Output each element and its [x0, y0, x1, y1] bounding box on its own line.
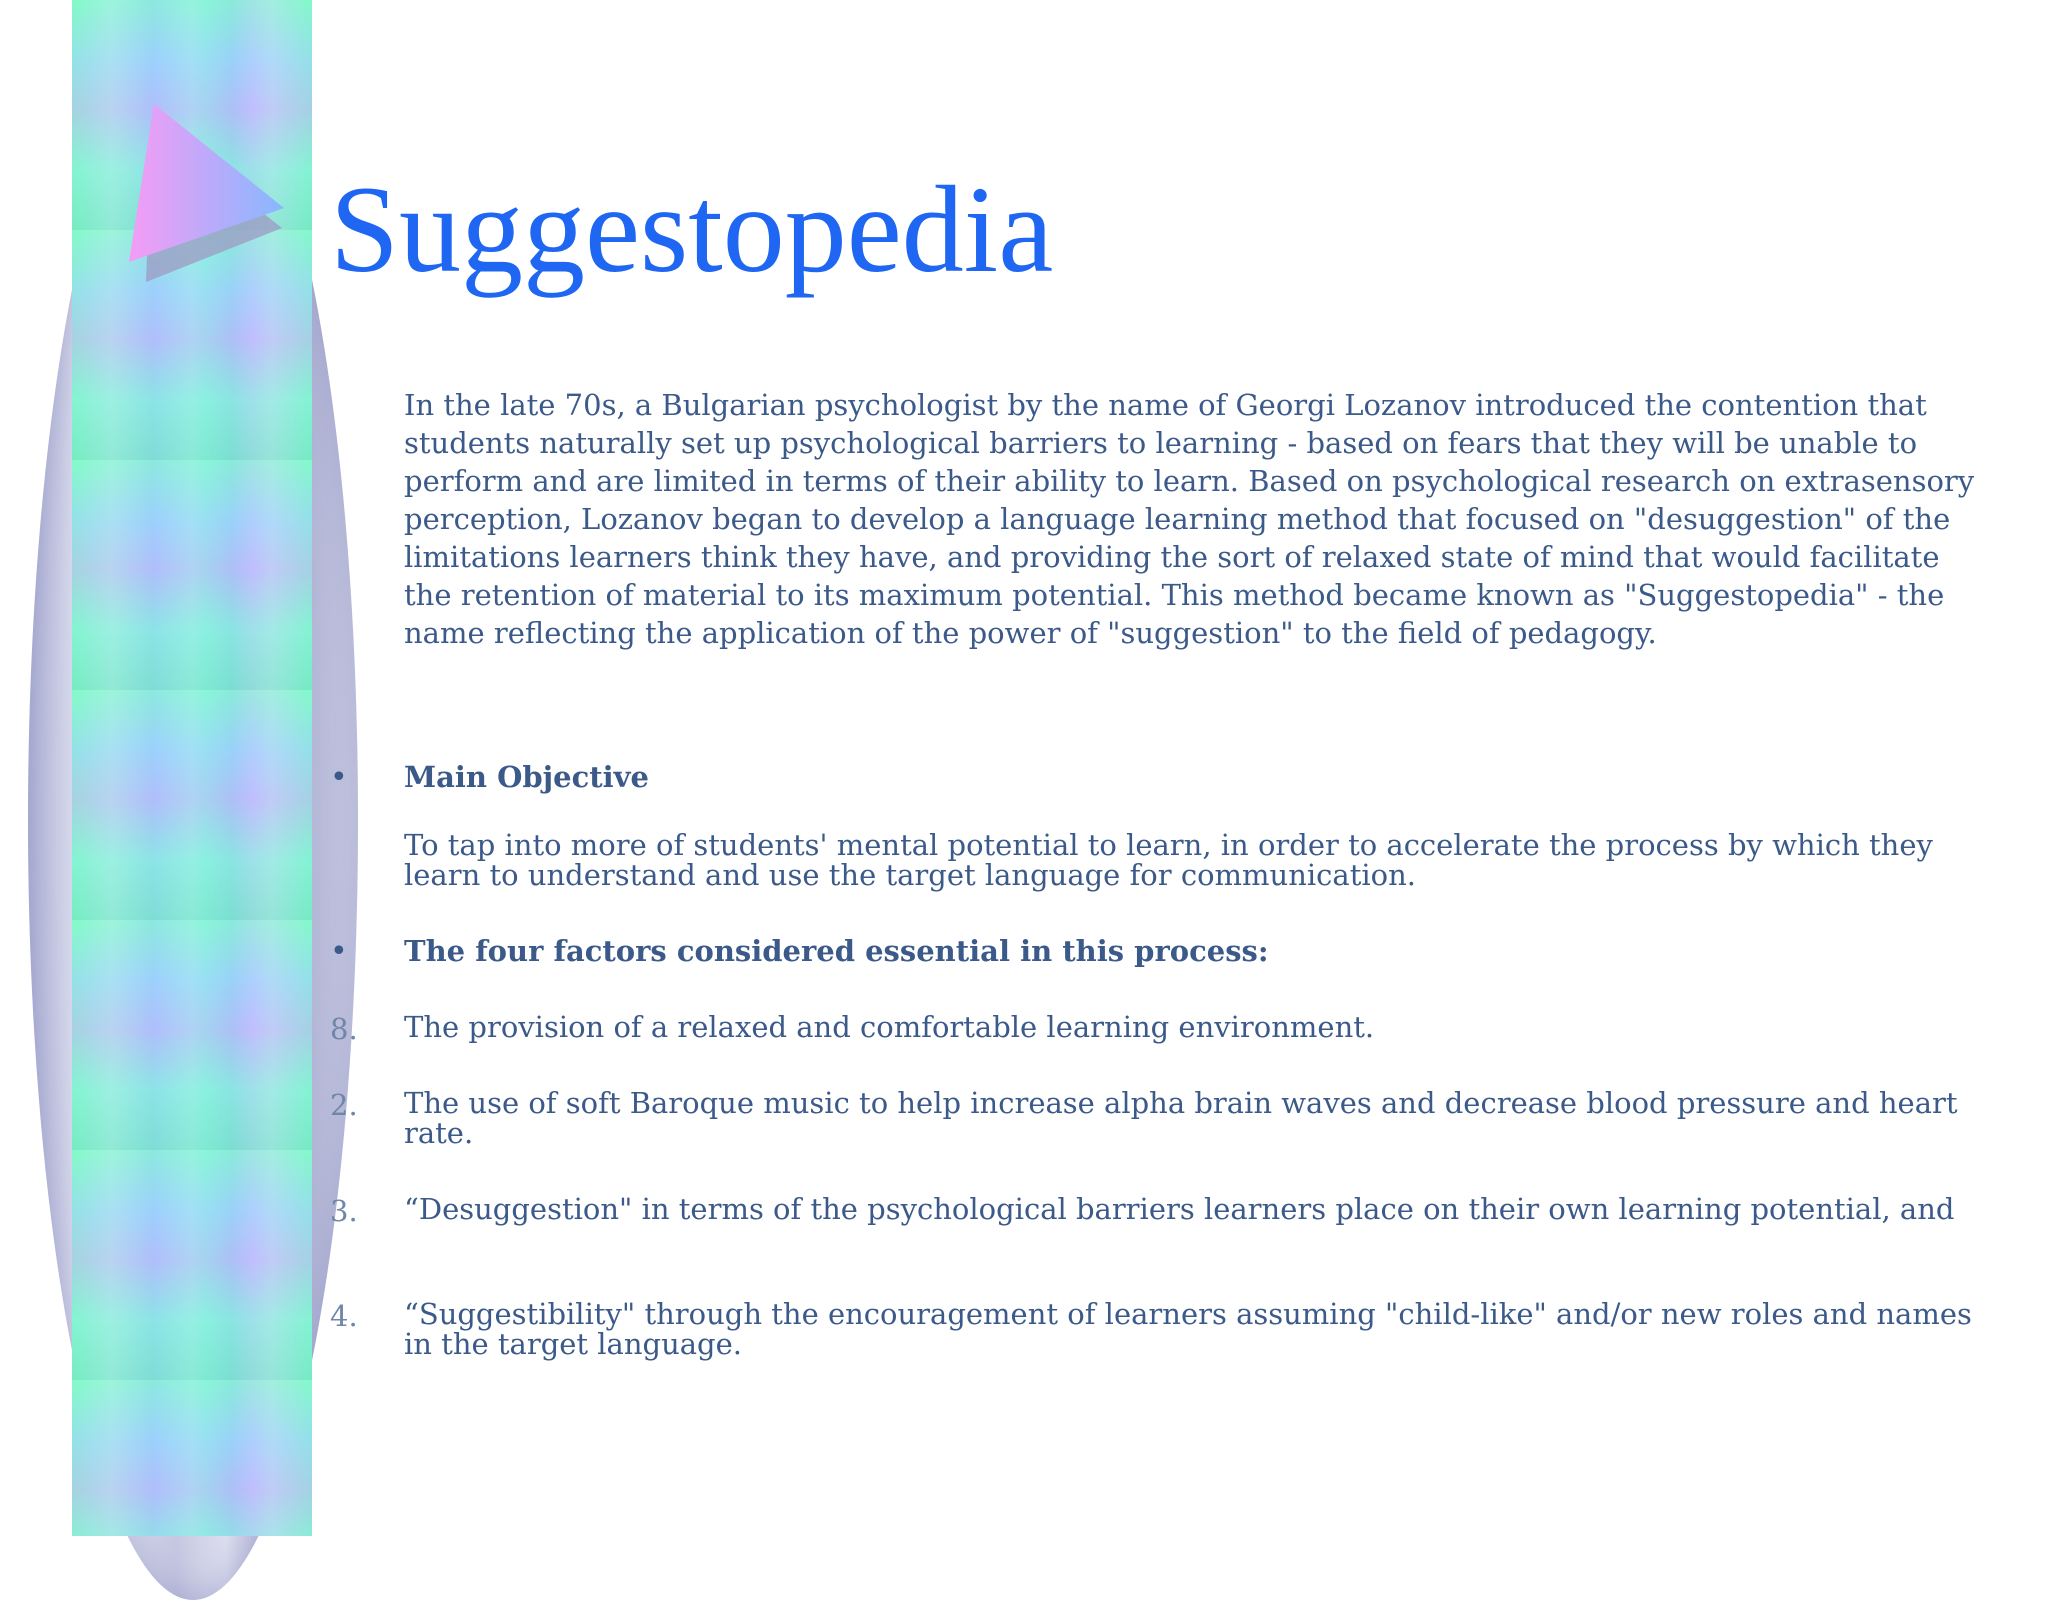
main-objective-heading: Main Objective	[404, 760, 649, 794]
main-objective-body: To tap into more of students' mental potential to learn, in order to accelerate the process by which they learn to understand and use the target language for communication.	[404, 828, 1933, 892]
factor-item	[330, 1192, 1980, 1228]
bullet-main-objective	[330, 762, 1980, 890]
factor-item	[330, 1010, 1980, 1046]
triangle-icon	[124, 104, 294, 284]
factor-number: 2.	[330, 1088, 358, 1122]
factor-text: “Desuggestion" in terms of the psychological barriers learners place on their own learning potential, and	[404, 1192, 1955, 1226]
bullet-marker: •	[330, 934, 348, 969]
intro-paragraph: In the late 70s, a Bulgarian psychologist by the name of Georgi Lozanov introduced the contention that students naturally set up psychological barriers to learning - based on fears that they will be unable to perform and are limited in terms of their ability to learn. Based on psychological research on extrasensory perception, Lozanov began to develop a language learning method that focused on "desuggestion" of the limitations learners think they have, and providing the sort of relaxed state of mind that would facilitate the retention of material to its maximum potential. This method became known as "Suggestopedia" - the name reflecting the application of the power of "suggestion" to the field of pedagogy.	[404, 388, 1975, 650]
factor-item	[330, 1088, 1980, 1148]
four-factors-heading: The four factors considered essential in this process:	[404, 934, 1269, 968]
bullet-marker: •	[330, 760, 348, 795]
factor-text: The use of soft Baroque music to help increase alpha brain waves and decrease blood pressure and heart rate.	[404, 1086, 1958, 1150]
factor-number: 8.	[330, 1012, 358, 1046]
slide-content	[330, 386, 1980, 1361]
factor-text: “Suggestibility" through the encouragement of learners assuming "child-like" and/or new roles and names in the target language.	[404, 1297, 1972, 1361]
factor-number: 3.	[330, 1194, 358, 1228]
slide-title: Suggestopedia	[330, 161, 1054, 298]
factor-text: The provision of a relaxed and comfortable learning environment.	[404, 1010, 1375, 1044]
factor-number: 4.	[330, 1299, 358, 1333]
factor-item	[330, 1299, 1980, 1359]
bullet-four-factors	[330, 934, 1980, 969]
